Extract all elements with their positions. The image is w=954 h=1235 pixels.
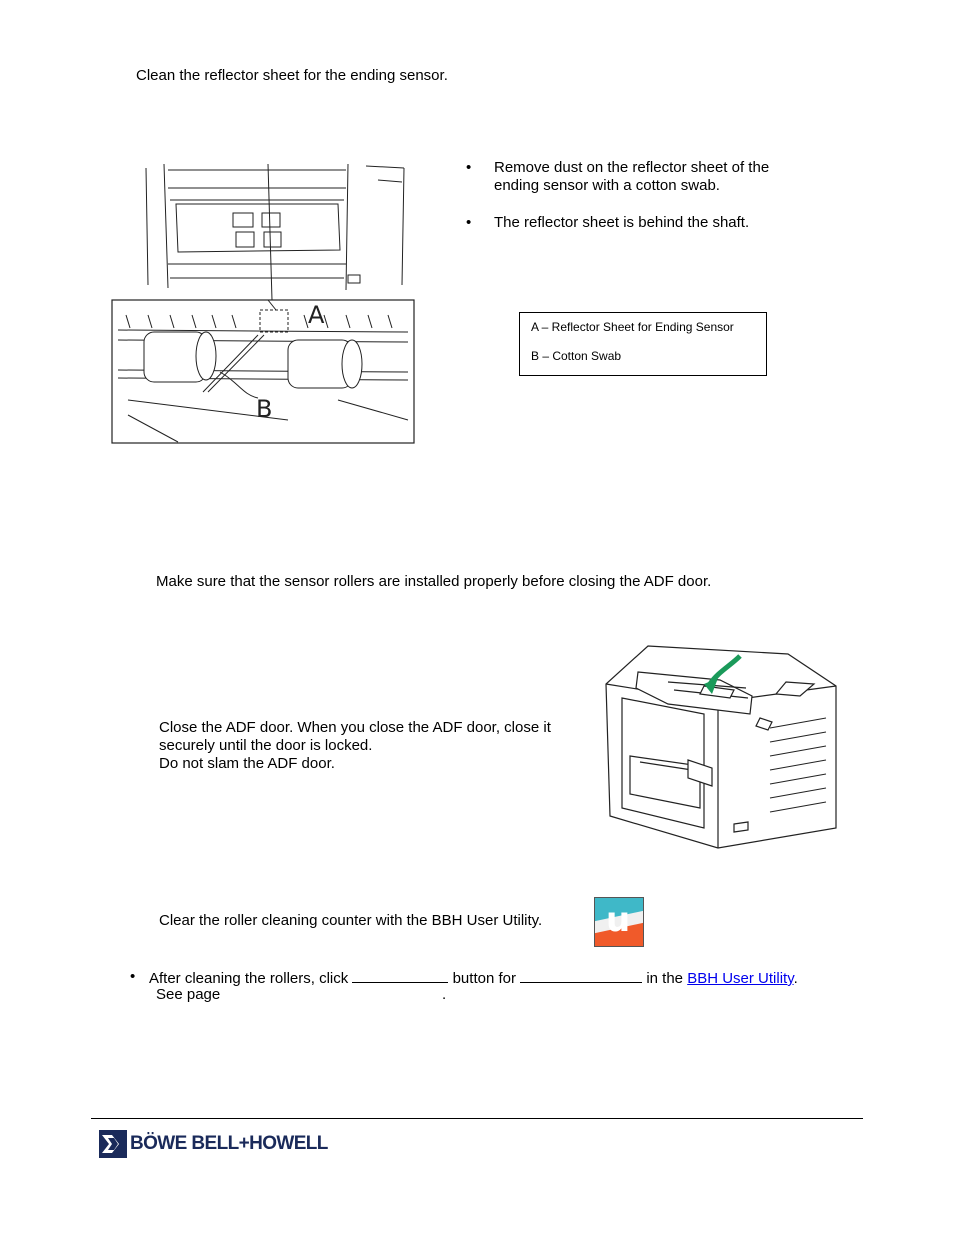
step1-heading: Clean the reflector sheet for the ending sensor. [136, 67, 448, 84]
step3-text [159, 719, 551, 773]
bullet-item: • The reflector sheet is behind the shaft. [466, 214, 750, 231]
bullet-item: • Remove dust on the reflector sheet of the ending sensor with a cotton swab. [466, 159, 770, 194]
bbh-user-utility-link[interactable]: BBH User Utility [687, 970, 794, 987]
bullet-text: ending sensor with a cotton swab. [494, 177, 720, 194]
step5-bullet: • [130, 968, 136, 985]
see-page-period: . [442, 986, 447, 1003]
item-name-blank [520, 968, 642, 983]
step2-text: Make sure that the sensor rollers are installed properly before closing the ADF door. [156, 573, 712, 590]
see-page-text: See page [156, 986, 221, 1003]
legend-box [519, 312, 767, 376]
footer-divider [91, 1118, 863, 1119]
callout-a-label: A [308, 301, 325, 329]
callout-b-label: B [256, 395, 273, 423]
step4-text: Clear the roller cleaning counter with the BBH User Utility. [159, 912, 543, 929]
legend-item-b: B – Cotton Swab [531, 349, 622, 363]
step3-line: Do not slam the ADF door. [159, 755, 335, 772]
button-name-blank [352, 968, 448, 983]
user-utility-icon-letter: u [606, 900, 631, 940]
step3-line: Close the ADF door. When you close the ADF door, close it [159, 719, 551, 736]
bullet-text: The reflector sheet is behind the shaft. [494, 214, 750, 231]
step5-line: After cleaning the rollers, click button for in the BBH User Utility. [149, 970, 798, 987]
legend-item-a: A – Reflector Sheet for Ending Sensor [531, 320, 734, 334]
step3-line: securely until the door is locked. [159, 737, 373, 754]
user-utility-icon [594, 897, 644, 947]
bbh-logo-mark-icon [99, 1130, 127, 1158]
reflector-sheet-illustration [108, 160, 420, 448]
bullet-text: Remove dust on the reflector sheet of the [494, 159, 770, 176]
adf-scanner-illustration [600, 638, 842, 852]
bbh-logo-text: BÖWE BELL+HOWELL [130, 1133, 328, 1154]
